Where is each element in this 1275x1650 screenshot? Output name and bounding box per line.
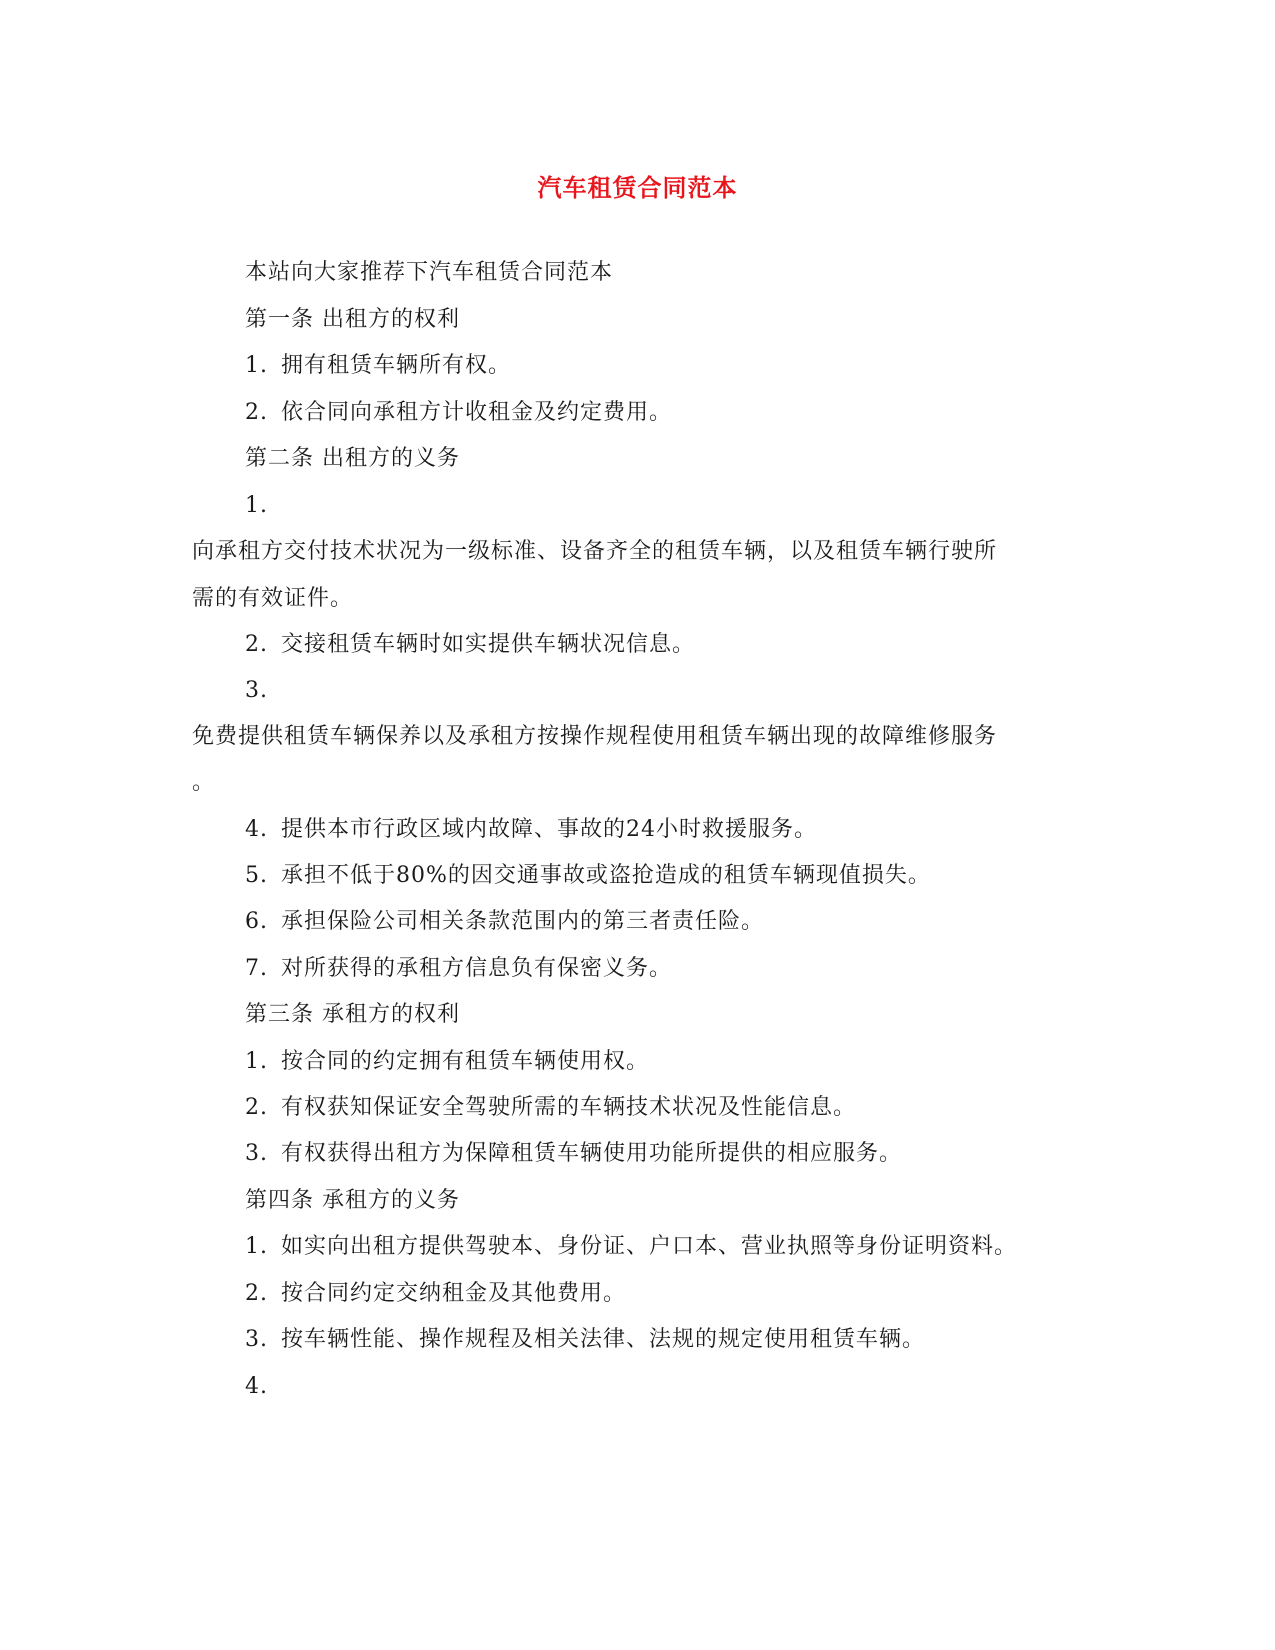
list-item-number: 2. [245,632,268,657]
list-item-number: 3. [245,678,268,703]
list-item-text-continued: 。 [192,770,216,795]
list-item [245,630,695,660]
list-item [245,907,764,937]
list-item-number: 2. [245,1095,268,1120]
list-item-text: 承担保险公司相关条款范围内的第三者责任险。 [281,909,765,934]
list-item-text: 如实向出租方提供驾驶本、身份证、户口本、营业执照等身份证明资料。 [281,1234,1018,1259]
list-item-number: 1. [245,1049,268,1074]
list-item-number: 1. [245,353,268,378]
list-item-number: 4. [245,817,268,842]
list-item-text: 依合同向承租方计收租金及约定费用。 [281,400,673,425]
article-1-heading: 第一条 出租方的权利 [245,307,460,332]
list-item-number: 7. [245,956,268,981]
list-item-number: 3. [245,1141,268,1166]
list-item-number: 2. [245,400,268,425]
list-item-number: 2. [245,1281,268,1306]
list-item-text: 按车辆性能、操作规程及相关法律、法规的规定使用租赁车辆。 [281,1327,926,1352]
intro-paragraph: 本站向大家推荐下汽车租赁合同范本 [245,260,614,285]
list-item [245,954,672,984]
list-item-text: 按合同的约定拥有租赁车辆使用权。 [281,1049,650,1074]
list-item-number: 5. [245,863,268,888]
list-item [245,1047,649,1077]
list-item-text-continued: 需的有效证件。 [192,586,354,611]
list-item [245,351,511,381]
list-item-text: 承担不低于80%的因交通事故或盗抢造成的租赁车辆现值损失。 [281,863,931,888]
document-title: 汽车租赁合同范本 [537,173,738,202]
list-item-number: 3. [245,1327,268,1352]
list-item-text: 交接租赁车辆时如实提供车辆状况信息。 [281,632,696,657]
list-item-text: 对所获得的承租方信息负有保密义务。 [281,956,673,981]
list-item [245,1325,925,1355]
list-item-number: 1. [245,1234,268,1259]
article-4-heading: 第四条 承租方的义务 [245,1188,460,1213]
list-item [245,398,672,428]
list-item [245,1093,856,1123]
list-item-text: 有权获得出租方为保障租赁车辆使用功能所提供的相应服务。 [281,1141,903,1166]
list-item-text: 拥有租赁车辆所有权。 [281,353,512,378]
article-2-heading: 第二条 出租方的义务 [245,446,460,471]
list-item-number: 1. [245,493,268,518]
list-item [245,1279,626,1309]
list-item [245,861,931,891]
list-item-text: 有权获知保证安全驾驶所需的车辆技术状况及性能信息。 [281,1095,857,1120]
list-item [245,815,817,845]
list-item-text: 向承租方交付技术状况为一级标准、设备齐全的租赁车辆，以及租赁车辆行驶所 [192,539,998,564]
list-item-number: 4. [245,1374,268,1399]
list-item [245,1232,1017,1262]
article-3-heading: 第三条 承租方的权利 [245,1002,460,1027]
list-item-text: 按合同约定交纳租金及其他费用。 [281,1281,627,1306]
list-item-text: 提供本市行政区域内故障、事故的24小时救援服务。 [281,817,817,842]
list-item [245,1139,902,1169]
list-item-number: 6. [245,909,268,934]
list-item-text: 免费提供租赁车辆保养以及承租方按操作规程使用租赁车辆出现的故障维修服务 [192,724,998,749]
